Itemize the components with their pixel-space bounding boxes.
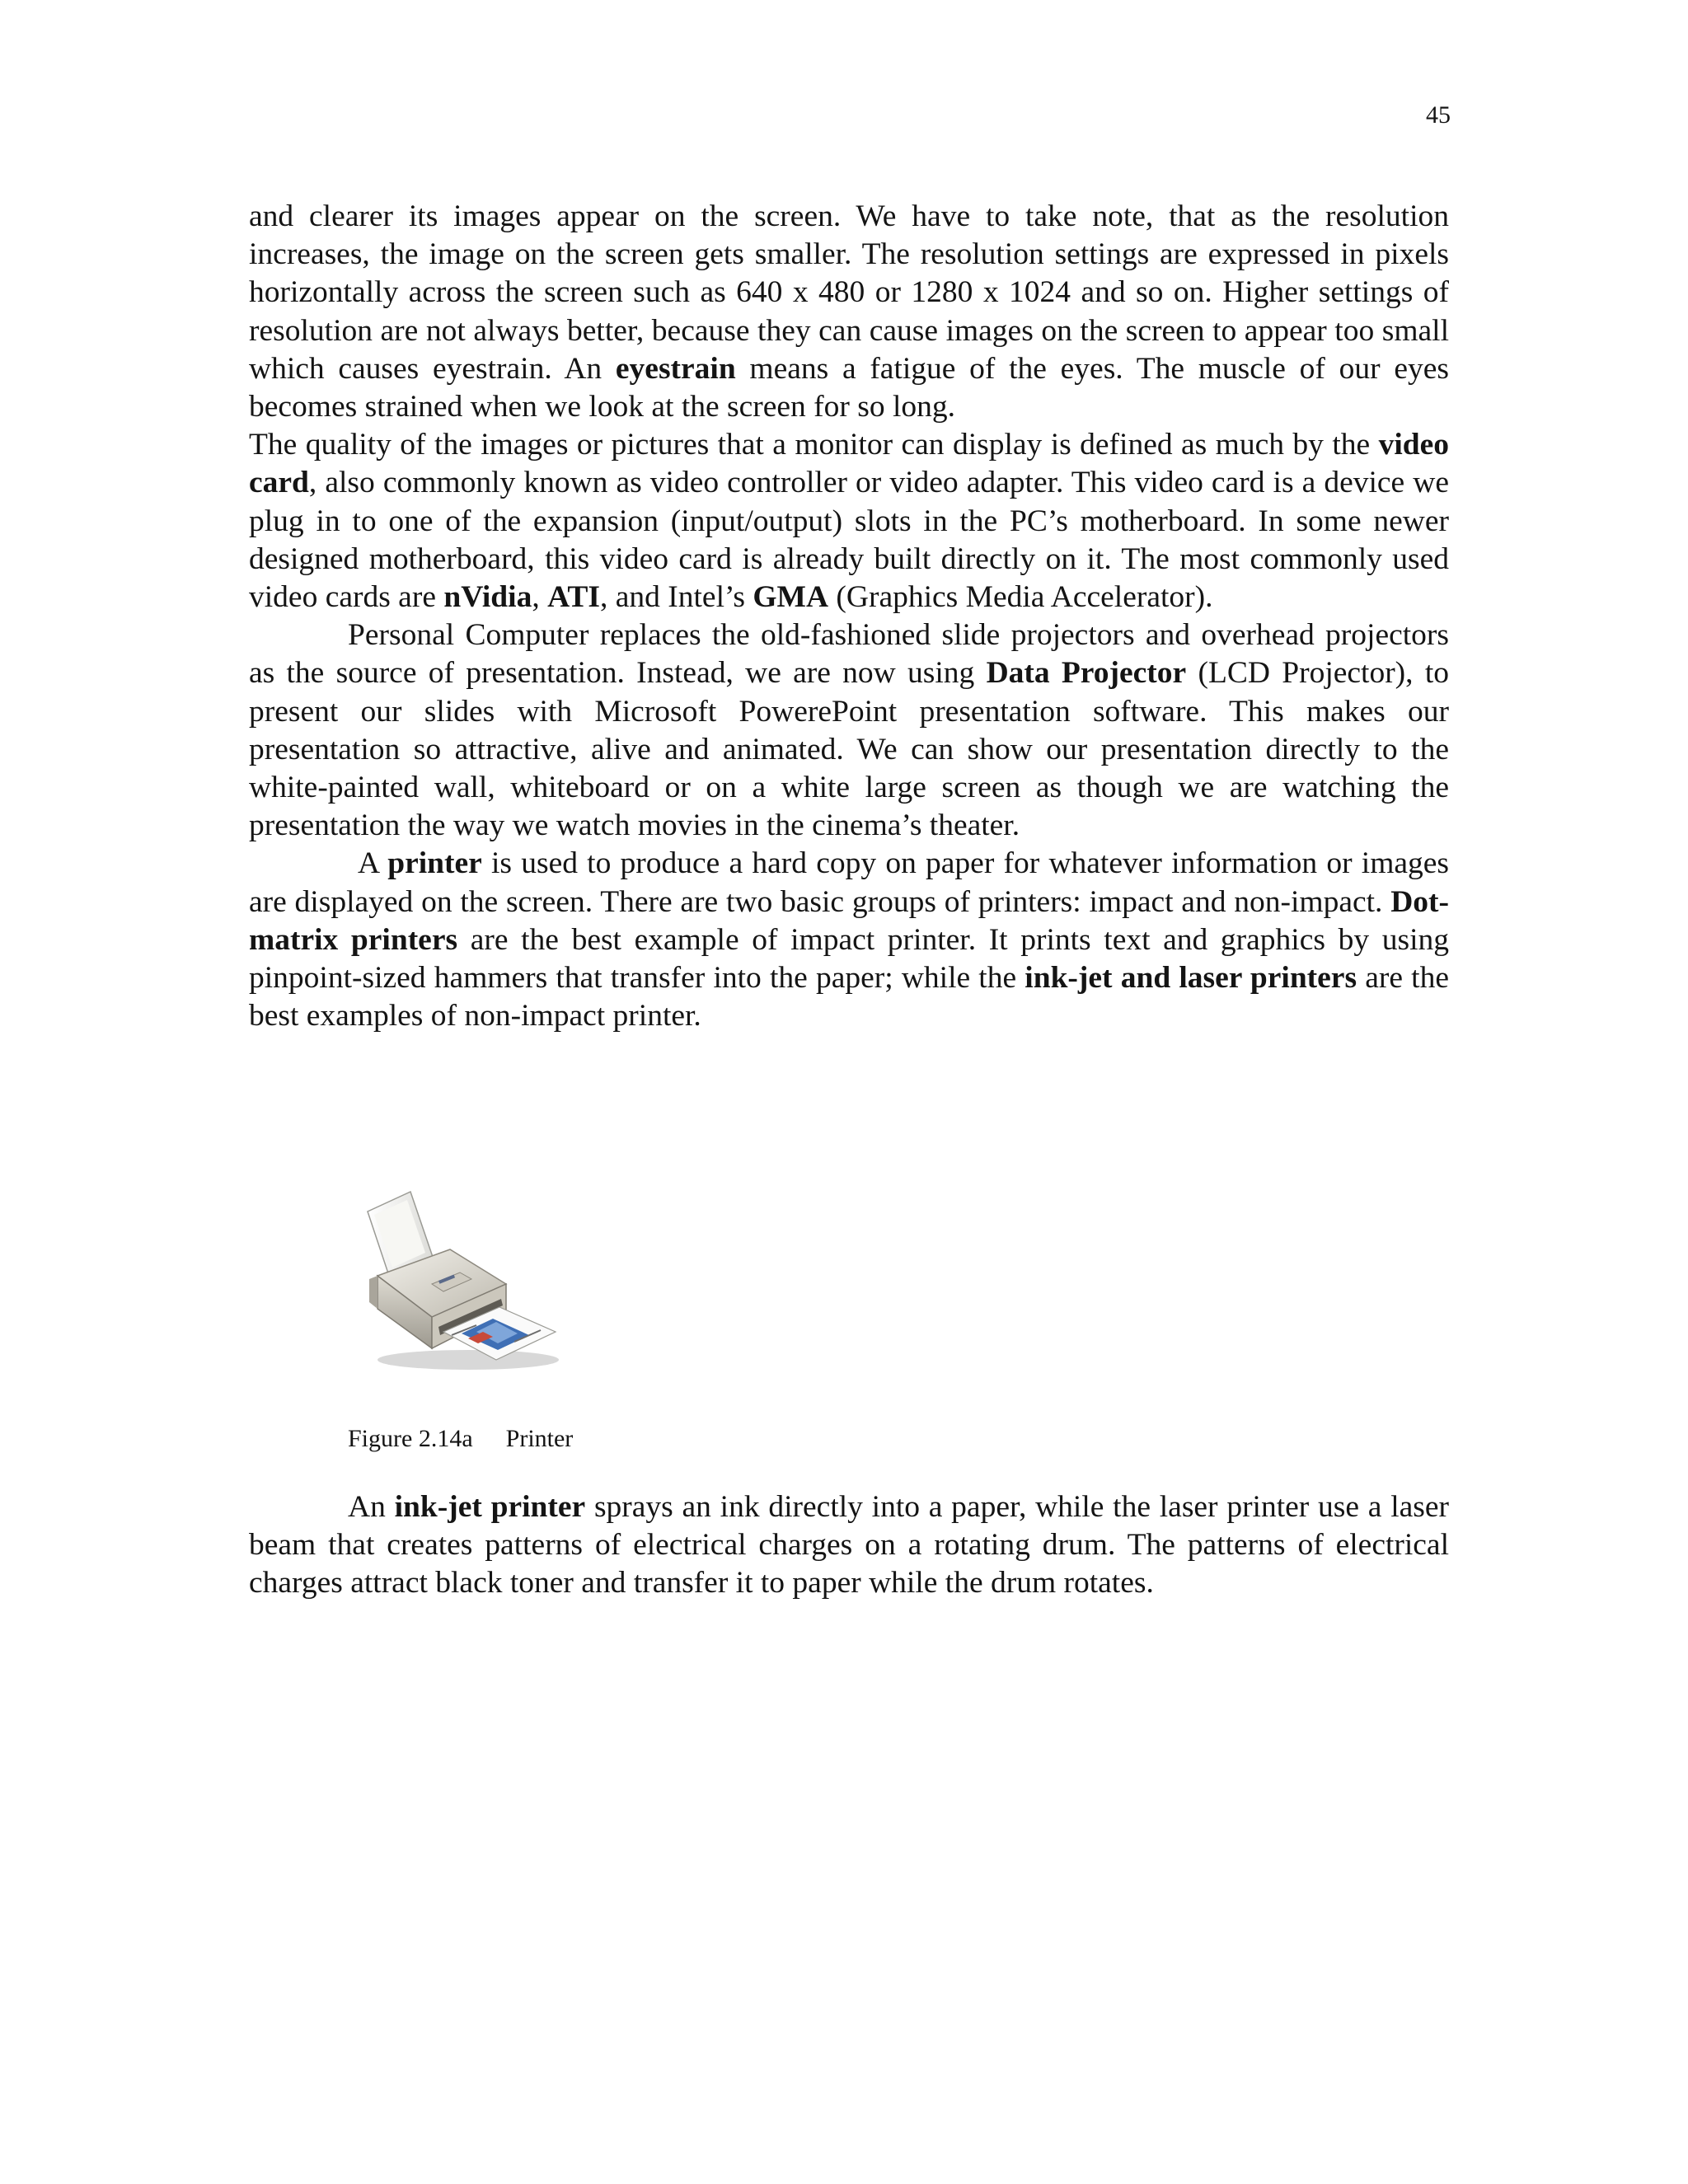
term-gma: GMA (753, 580, 829, 615)
document-body-continued (249, 1488, 1449, 1603)
paragraph-printer: A printer is used to produce a hard copy on paper for whatever information or images are displayed on the screen. There are two basic groups of printers: impact and non-impact. Dot-matrix printers are the best example of impact printer. It prints text and graphics by using pinpoint-sized hammers that transfer into the paper; while the ink-jet and laser printers are the best examples of non-impact printer. (249, 846, 1450, 1033)
term-inkjet-printer: ink-jet printer (394, 1490, 586, 1524)
figure-title: Printer (505, 1425, 574, 1452)
paragraph-resolution: and clearer its images appear on the screen. We have to take note, that as the resolution increases, the image on the screen gets smaller. The resolution settings are expressed in pixels horizontally across the screen such as 640 x 480 or 1280 x 1024 and so on. Higher settings of resolution are not always better, because they can cause images on the screen to appear too small which causes eyestrain. An eyestrain means a fatigue of the eyes. The muscle of our eyes becomes strained when we look at the screen for so long. (249, 199, 1449, 424)
term-ati: ATI (547, 580, 600, 615)
page-number: 45 (1426, 101, 1451, 129)
term-nvidia: nVidia (443, 580, 532, 615)
term-eyestrain: eyestrain (615, 351, 736, 386)
term-data-projector: Data Projector (986, 656, 1187, 691)
term-printer: printer (387, 846, 482, 881)
figure-caption (348, 1424, 573, 1454)
document-body (249, 198, 1449, 1035)
term-dot-matrix: Dot-matrix printers (249, 884, 1449, 957)
printer-icon (353, 1187, 559, 1376)
term-inkjet-laser: ink-jet and laser printers (1025, 961, 1357, 996)
term-video-card: video card (249, 428, 1449, 500)
paragraph-inkjet: An ink-jet printer sprays an ink directly into a paper, while the laser printer use a laser beam that creates patterns of electrical charges on a rotating drum. The patterns of electrical charges attract black toner and transfer it to paper while the drum rotates. (249, 1490, 1449, 1601)
paragraph-video-card: The quality of the images or pictures that a monitor can display is defined as much by the video card, also commonly known as video controller or video adapter. This video card is a device we plug in to one of the expansion (input/output) slots in the PC’s motherboard. In some newer designed motherboard, this video card is already built directly on it. The most commonly used video cards are nVidia, ATI, and Intel’s GMA (Graphics Media Accelerator). (249, 428, 1449, 615)
printer-figure (353, 1187, 559, 1376)
figure-label: Figure 2.14a (348, 1425, 473, 1452)
paragraph-projector: Personal Computer replaces the old-fashioned slide projectors and overhead projectors as the source of presentation. Instead, we are now using Data Projector (LCD Projector), to present our slides with Microsoft PowerePoint presentation software. This makes our presentation so attractive, alive and animated. We can show our presentation directly to the white-painted wall, whiteboard or on a white large screen as though we are watching the presentation the way we watch movies in the cinema’s theater. (249, 618, 1449, 843)
